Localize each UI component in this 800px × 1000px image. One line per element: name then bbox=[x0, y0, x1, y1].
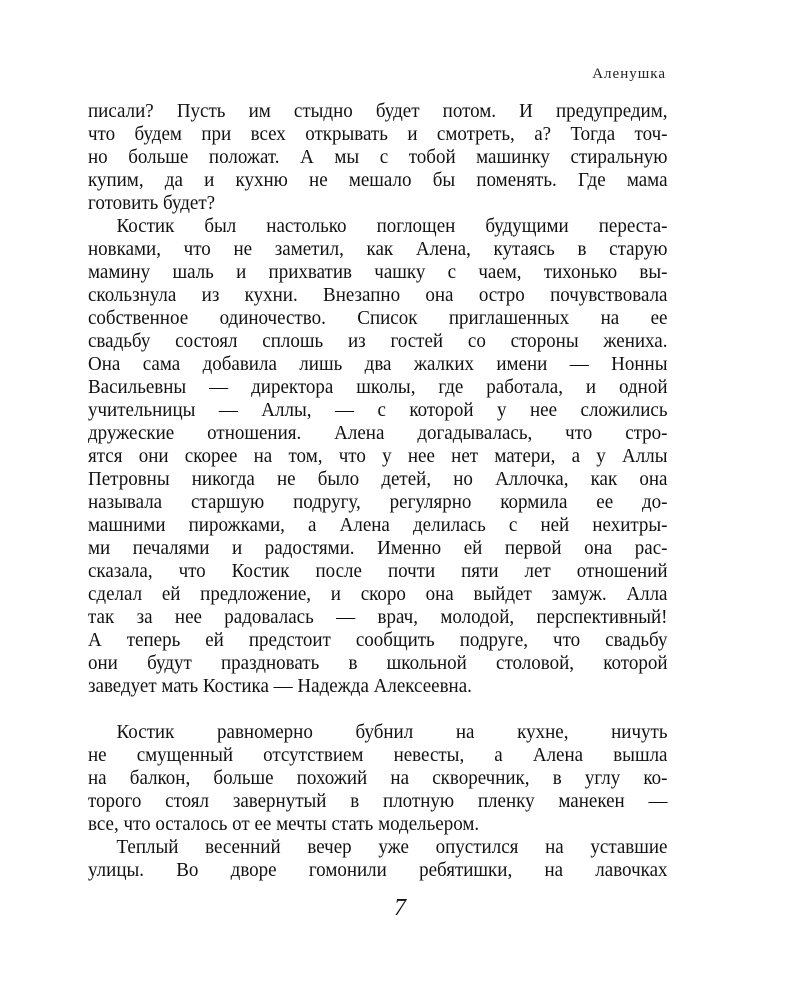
text-line: сказала, что Костик после почти пяти лет отношений bbox=[88, 560, 668, 582]
section-break bbox=[88, 698, 668, 721]
body-text bbox=[88, 100, 668, 882]
text-line: Петровны никогда не было детей, но Аллочка, как она bbox=[88, 468, 668, 490]
text-line: новками, что не заметил, как Алена, кутаясь в старую bbox=[88, 238, 668, 260]
text-line: на балкон, больше похожий на скворечник, в углу ко- bbox=[88, 767, 668, 789]
text-line: А теперь ей предстоит сообщить подруге, что свадьбу bbox=[88, 629, 668, 651]
text-line: Она сама добавила лишь два жалких имени — Нонны bbox=[88, 353, 668, 375]
text-line: они будут праздновать в школьной столовой, которой bbox=[88, 652, 668, 674]
text-line: Васильевны — директора школы, где работала, и одной bbox=[88, 376, 668, 398]
text-line: сделал ей предложение, и скоро она выйдет замуж. Алла bbox=[88, 583, 668, 605]
running-head: Аленушка bbox=[592, 66, 666, 82]
text-line: так за нее радовалась — врач, молодой, перспективный! bbox=[88, 606, 668, 628]
text-line: дружеские отношения. Алена догадывалась, что стро- bbox=[88, 422, 668, 444]
page-number: 7 bbox=[394, 895, 406, 921]
text-line: скользнула из кухни. Внезапно она остро почувствовала bbox=[88, 284, 668, 306]
text-line: что будем при всех открывать и смотреть, а? Тогда точ- bbox=[88, 123, 668, 145]
text-line: не смущенный отсутствием невесты, а Алена вышла bbox=[88, 744, 668, 766]
text-line: все, что осталось от ее мечты стать модельером. bbox=[88, 813, 480, 835]
text-line: Костик был настолько поглощен будущими переста- bbox=[116, 215, 668, 237]
text-line: заведует мать Костика — Надежда Алексеевна. bbox=[88, 675, 472, 697]
text-line: мамину шаль и прихватив чашку с чаем, тихонько вы- bbox=[88, 261, 668, 283]
text-line: Теплый весенний вечер уже опустился на уставшие bbox=[116, 836, 668, 858]
text-line: свадьбу состоял сплошь из гостей со стороны жениха. bbox=[88, 330, 668, 352]
text-line: готовить будет? bbox=[88, 192, 216, 214]
text-line: называла старшую подругу, регулярно кормила ее до- bbox=[88, 491, 668, 513]
text-line: ятся они скорее на том, что у нее нет матери, а у Аллы bbox=[88, 445, 668, 467]
text-line: улицы. Во дворе гомонили ребятишки, на лавочках bbox=[88, 859, 668, 881]
text-line: ми печалями и радостями. Именно ей первой она рас- bbox=[88, 537, 668, 559]
text-line: Костик равномерно бубнил на кухне, ничуть bbox=[116, 721, 668, 743]
text-line: писали? Пусть им стыдно будет потом. И предупредим, bbox=[88, 100, 668, 122]
text-line: учительницы — Аллы, — с которой у нее сложились bbox=[88, 399, 668, 421]
text-line: купим, да и кухню не мешало бы поменять. Где мама bbox=[88, 169, 668, 191]
text-line: торого стоял завернутый в плотную пленку манекен — bbox=[88, 790, 668, 812]
text-line: машними пирожками, а Алена делилась с ней нехитры- bbox=[88, 514, 668, 536]
text-line: но больше положат. А мы с тобой машинку стиральную bbox=[88, 146, 668, 168]
text-line: собственное одиночество. Список приглашенных на ее bbox=[88, 307, 668, 329]
